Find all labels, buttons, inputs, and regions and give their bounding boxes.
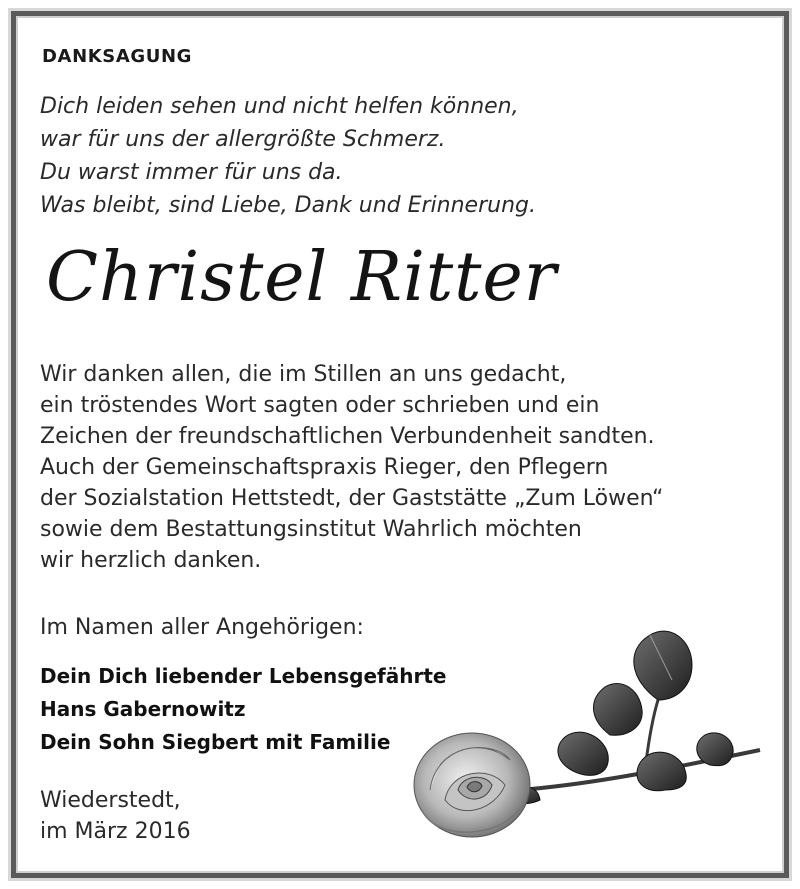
thanks-line: Auch der Gemeinschaftspraxis Rieger, den Pflegern [40,455,609,480]
thanks-line: wir herzlich danken. [40,548,262,573]
signatory-line: Hans Gabernowitz [40,697,246,721]
thanks-line: Zeichen der freundschaftlichen Verbundenheit sandten. [40,424,655,449]
poem-line: war für uns der allergrößte Schmerz. [40,127,446,152]
poem-line: Was bleibt, sind Liebe, Dank und Erinnerung. [40,193,536,218]
poem-line: Du warst immer für uns da. [40,160,343,185]
signatory-line: Dein Dich liebender Lebensgefährte [40,664,447,688]
notice-heading: DANKSAGUNG [42,46,193,67]
date-text: im März 2016 [40,819,191,844]
family-intro: Im Namen aller Angehörigen: [40,615,364,640]
place-text: Wiederstedt, [40,788,181,813]
deceased-name: Christel Ritter [46,238,558,317]
thanks-line: Wir danken allen, die im Stillen an uns gedacht, [40,362,567,387]
thanks-line: der Sozialstation Hettstedt, der Gaststätte „Zum Löwen“ [40,486,664,511]
signatory-line: Dein Sohn Siegbert mit Familie [40,730,391,754]
thanks-line: sowie dem Bestattungsinstitut Wahrlich möchten [40,517,582,542]
thanks-line: ein tröstendes Wort sagten oder schrieben und ein [40,393,600,418]
poem-line: Dich leiden sehen und nicht helfen können, [40,94,519,119]
rose-image [410,625,770,850]
